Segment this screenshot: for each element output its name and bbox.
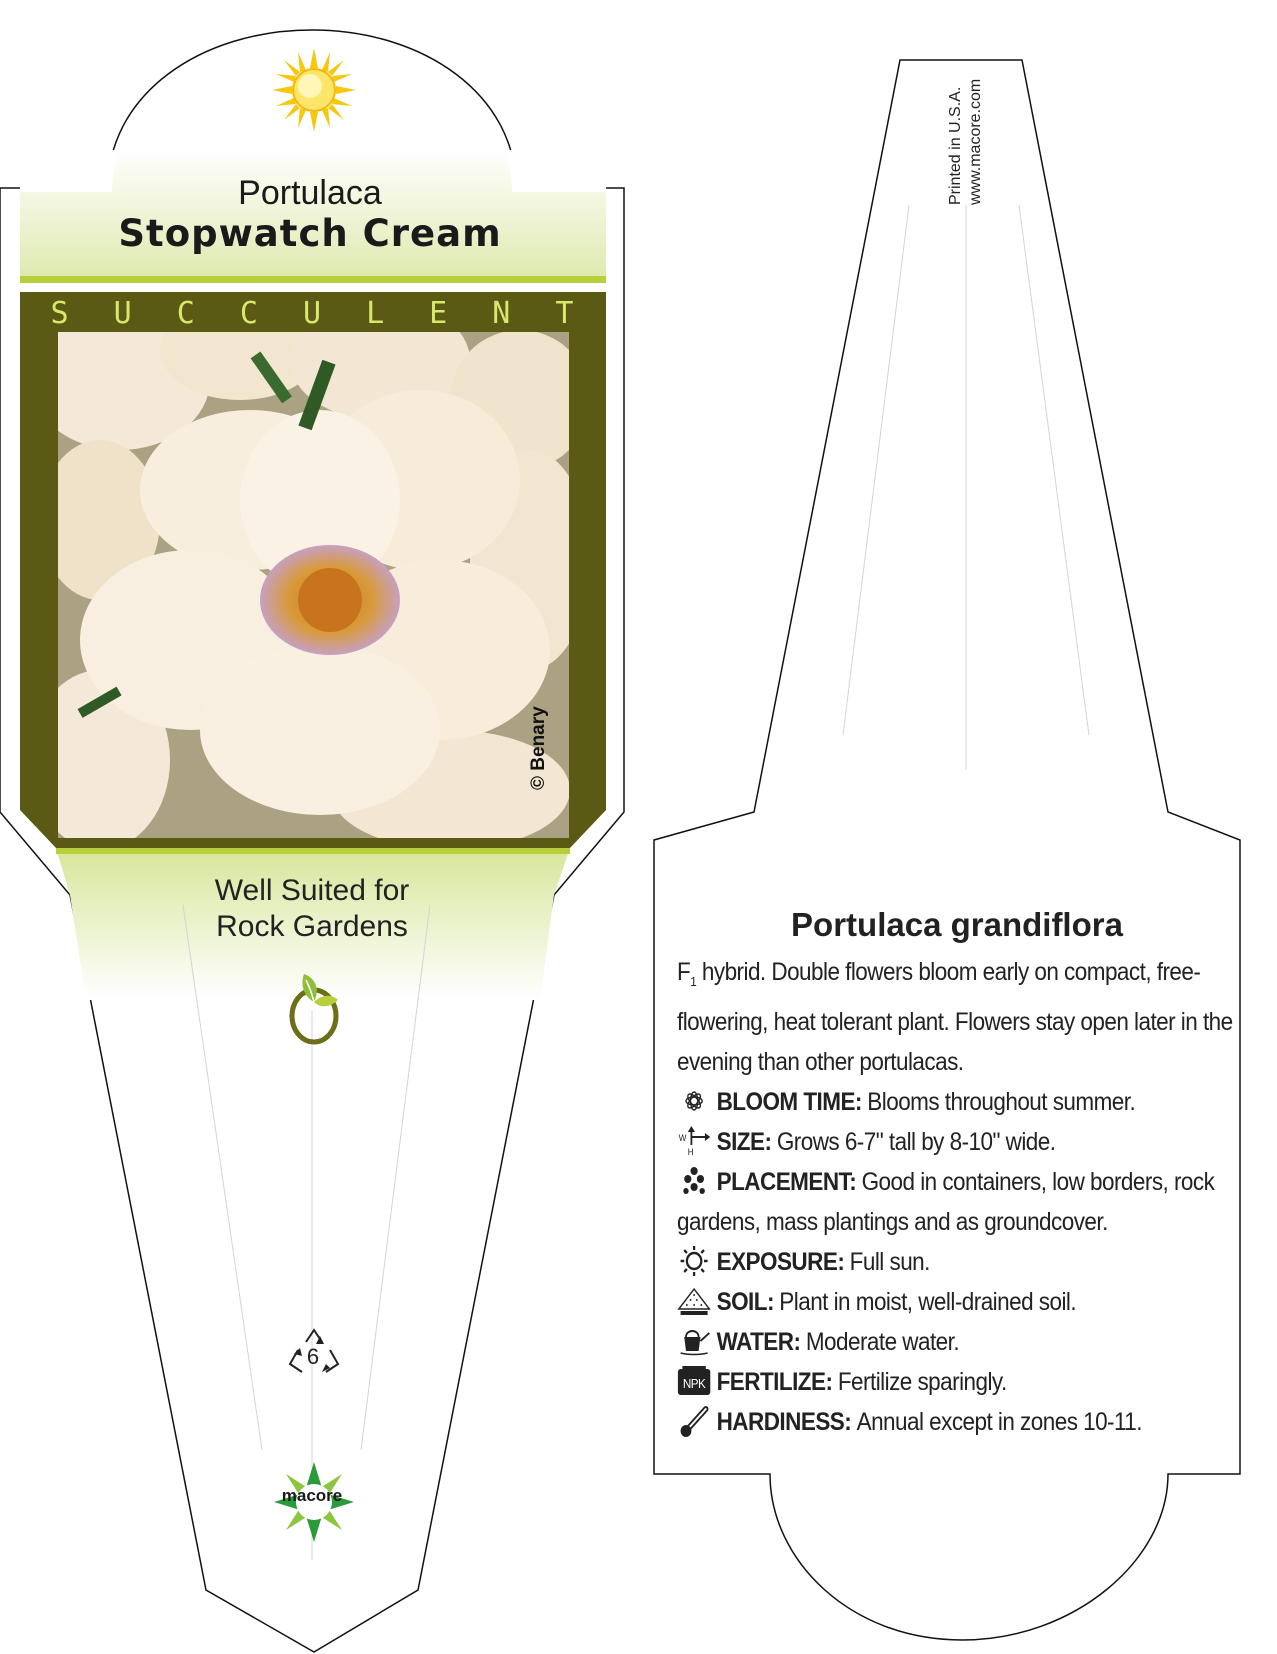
category-letter: T: [555, 295, 574, 331]
category-letter: E: [429, 295, 448, 331]
care-text: Fertilize sparingly.: [837, 1368, 1007, 1396]
care-panel: [677, 906, 1257, 1442]
brand-name: macore: [281, 1486, 343, 1505]
print-website: www.macore.com: [967, 78, 984, 205]
care-label: PLACEMENT:: [716, 1168, 857, 1196]
care-label: EXPOSURE:: [716, 1248, 845, 1276]
care-label: WATER:: [716, 1328, 801, 1356]
care-row-exposure: [677, 1242, 1235, 1282]
care-text: Grows 6-7" tall by 8-10" wide.: [776, 1128, 1056, 1156]
category-label: [20, 296, 604, 330]
category-letter: S: [50, 295, 69, 331]
recycle-code: 6: [306, 1344, 320, 1369]
care-row-soil: [677, 1282, 1235, 1322]
size-arrows-icon: [677, 1125, 711, 1157]
care-label: BLOOM TIME:: [716, 1088, 862, 1116]
category-letter: U: [302, 295, 322, 331]
care-label: SOIL:: [716, 1288, 774, 1316]
botanical-name: Portulaca grandiflora: [791, 906, 1123, 943]
care-text: Annual except in zones 10-11.: [856, 1408, 1143, 1436]
description-text: hybrid. Double flowers bloom early on compact, free-flowering, heat tolerant plant. Flowers stay open later in the evening than other portulacas.: [677, 958, 1233, 1076]
leaf-seedling-icon: [286, 966, 342, 1046]
description-block: [677, 952, 1235, 1442]
plant-description: [677, 958, 1233, 1076]
care-row-size: [677, 1122, 1235, 1162]
care-label: SIZE:: [716, 1128, 772, 1156]
feature-line: Well Suited for: [214, 874, 410, 907]
size-h-letter: H: [687, 1146, 694, 1157]
size-w-letter: W: [678, 1132, 686, 1144]
category-letter: L: [366, 295, 385, 331]
feature-callout: [120, 873, 504, 945]
print-info: [946, 79, 986, 205]
category-letter: C: [176, 295, 195, 331]
f1-prefix: F: [677, 958, 691, 986]
category-letter: N: [492, 295, 511, 331]
care-row-bloom-time: [677, 1082, 1235, 1122]
flower-icon: [677, 1085, 711, 1117]
care-row-placement: [677, 1162, 1235, 1242]
care-text: Full sun.: [849, 1248, 930, 1276]
print-country: Printed in U.S.A.: [947, 86, 964, 205]
soil-pile-icon: [677, 1285, 711, 1317]
care-text: Moderate water.: [805, 1328, 960, 1356]
category-letter: U: [113, 295, 132, 331]
care-label: HARDINESS:: [716, 1408, 852, 1436]
care-row-hardiness: [677, 1402, 1235, 1442]
sun-icon: [272, 48, 356, 132]
care-text: Good in containers, low borders, rock gardens, mass plantings and as groundcover.: [677, 1168, 1215, 1236]
category-letter: C: [239, 295, 258, 331]
care-label: FERTILIZE:: [716, 1368, 833, 1396]
care-text: Plant in moist, well-drained soil.: [779, 1288, 1077, 1316]
plant-genus: Portulaca: [238, 174, 382, 212]
npk-icon: [677, 1365, 711, 1397]
feature-line: Rock Gardens: [216, 910, 408, 943]
care-row-water: [677, 1322, 1235, 1362]
placement-flowers-icon: [677, 1165, 711, 1197]
photo-credit: © Benary: [528, 706, 549, 790]
sun-outline-icon: [677, 1245, 711, 1277]
care-row-fertilize: [677, 1362, 1235, 1402]
thermometer-icon: [677, 1405, 711, 1437]
care-text: Blooms throughout summer.: [867, 1088, 1136, 1116]
plant-cultivar: Stopwatch Cream: [118, 212, 502, 255]
watering-can-icon: [677, 1325, 711, 1357]
npk-label: NPK: [682, 1376, 706, 1392]
care-list: [677, 1082, 1235, 1442]
f1-subscript: 1: [690, 974, 697, 989]
